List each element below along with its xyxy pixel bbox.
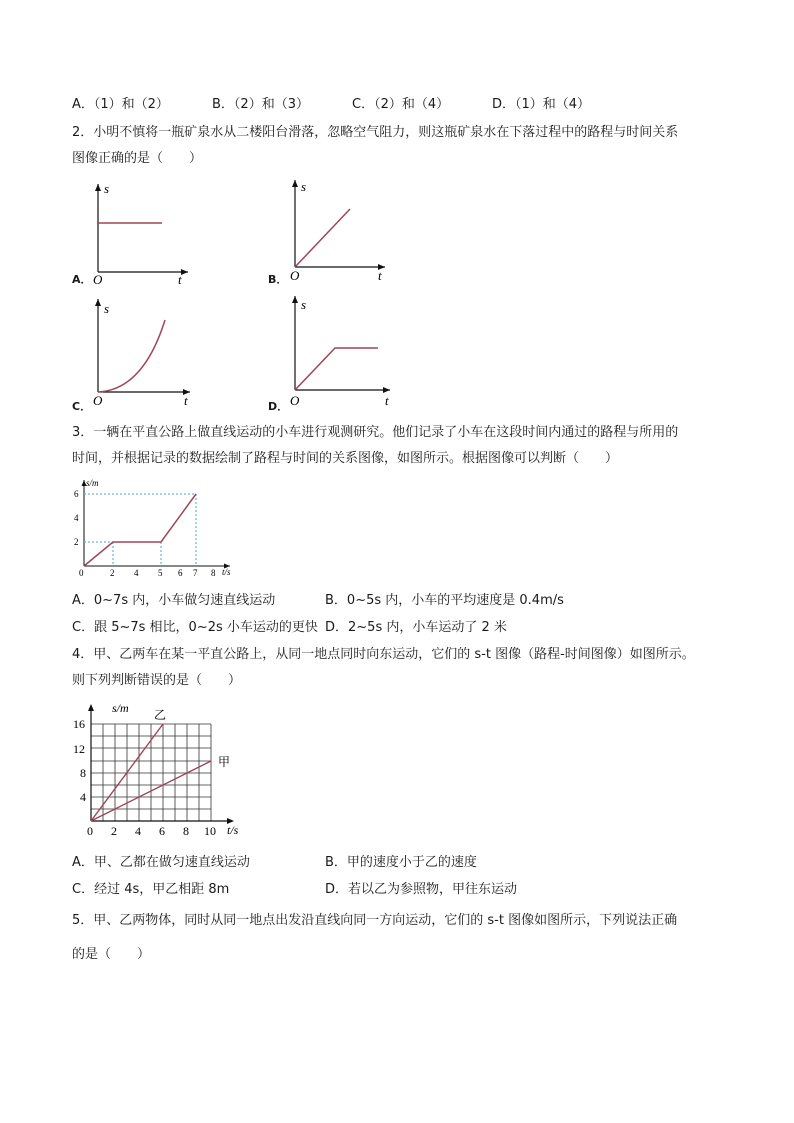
q2b-axis-s: s — [301, 179, 307, 194]
q2-stem-line1: 2．小明不慎将一瓶矿泉水从二楼阳台滑落，忽略空气阻力，则这瓶矿泉水在下落过程中的路程与时间关系 — [72, 125, 679, 140]
q4-option-a: A．甲、乙都在做匀速直线运动 — [72, 855, 250, 870]
q2a-axis-s: s — [104, 181, 110, 196]
q3-xtick-4: 4 — [134, 568, 139, 578]
q4-ytick-8: 8 — [80, 766, 86, 780]
q3-xtick-8: 8 — [211, 568, 216, 578]
q4-label-jia: 甲 — [218, 755, 231, 769]
q2-label-c: C． — [72, 400, 92, 413]
q3-ytick-2: 2 — [74, 537, 79, 547]
q2d-origin: O — [290, 393, 300, 408]
q4-xtick-8: 8 — [183, 824, 189, 838]
q4-stem-line2: 则下列判断错误的是（ ） — [72, 673, 242, 688]
q3-option-a: A．0~7s 内，小车做匀速直线运动 — [72, 593, 276, 608]
q5-stem-line2: 的是（ ） — [72, 947, 151, 962]
q3-xlabel: t/s — [222, 567, 231, 577]
q2a-origin: O — [93, 272, 103, 285]
q4-ylabel: s/m — [112, 701, 129, 715]
q4-xlabel: t/s — [227, 823, 239, 837]
q3-xtick-7: 7 — [193, 568, 198, 578]
q4-ytick-12: 12 — [73, 742, 85, 756]
q1-option-b: B．（2）和（3） — [212, 97, 309, 112]
q2-label-d: D． — [268, 400, 289, 413]
q2b-axis-t: t — [378, 268, 382, 283]
q3-ytick-4: 4 — [74, 513, 79, 523]
q4-graph — [72, 700, 257, 842]
q4-stem-line1: 4．甲、乙两车在某一平直公路上，从同一地点同时向东运动，它们的 s-t 图像（路程-时间图像）如图所示。 — [72, 647, 695, 662]
q4-ytick-16: 16 — [73, 717, 85, 731]
q3-xtick-2: 2 — [110, 568, 115, 578]
q4-option-c: C．经过 4s，甲乙相距 8m — [72, 882, 230, 897]
q3-option-d: D．2~5s 内，小车运动了 2 米 — [325, 620, 507, 635]
q3-stem-line1: 3．一辆在平直公路上做直线运动的小车进行观测研究。他们记录了小车在这段时间内通过的路程与所用的 — [72, 425, 679, 440]
q2d-axis-s: s — [301, 297, 307, 312]
q3-xtick-6: 6 — [178, 568, 183, 578]
q2c-origin: O — [93, 393, 103, 408]
q3-graph — [72, 474, 242, 582]
q1-option-d: D．（1）和（4） — [492, 97, 591, 112]
q2-label-b: B． — [268, 273, 288, 286]
q3-stem-line2: 时间，并根据记录的数据绘制了路程与时间的关系图像，如图所示。根据图像可以判断（ ） — [72, 451, 619, 466]
q2-graph-c — [88, 295, 198, 410]
q2d-axis-t: t — [385, 393, 389, 408]
q5-stem-line1: 5．甲、乙两物体，同时从同一地点出发沿直线向同一方向运动，它们的 s-t 图像如图所示，下列说法正确 — [72, 913, 678, 928]
q4-xtick-2: 2 — [111, 824, 117, 838]
q4-xtick-10: 10 — [204, 824, 216, 838]
q2-label-a: A． — [72, 273, 92, 286]
q2a-axis-t: t — [178, 272, 182, 285]
q3-xtick-5: 5 — [158, 568, 163, 578]
q2c-axis-t: t — [184, 393, 188, 408]
q4-xtick-6: 6 — [159, 824, 165, 838]
q4-option-b: B．甲的速度小于乙的速度 — [325, 855, 477, 870]
q4-xtick-4: 4 — [135, 824, 141, 838]
q2c-axis-s: s — [104, 301, 110, 316]
q4-ytick-0: 0 — [87, 824, 93, 838]
q2-graph-a — [88, 180, 198, 285]
q2-graph-d — [285, 292, 400, 410]
q1-option-a: A．（1）和（2） — [72, 97, 169, 112]
q2-stem-line2: 图像正确的是（ ） — [72, 151, 203, 166]
q3-xtick-0: 0 — [79, 568, 84, 578]
q3-option-c: C．跟 5~7s 相比，0~2s 小车运动的更快 — [72, 620, 318, 635]
q3-ylabel: s/m — [86, 478, 99, 488]
q2-graph-b — [285, 177, 395, 285]
q3-ytick-6: 6 — [74, 489, 79, 499]
q3-option-b: B．0~5s 内，小车的平均速度是 0.4m/s — [325, 593, 564, 608]
q2b-origin: O — [290, 268, 300, 283]
q4-ytick-4: 4 — [80, 790, 86, 804]
q1-option-c: C．（2）和（4） — [352, 97, 450, 112]
q4-label-yi: 乙 — [154, 708, 167, 722]
q4-option-d: D．若以乙为参照物，甲往东运动 — [325, 882, 518, 897]
